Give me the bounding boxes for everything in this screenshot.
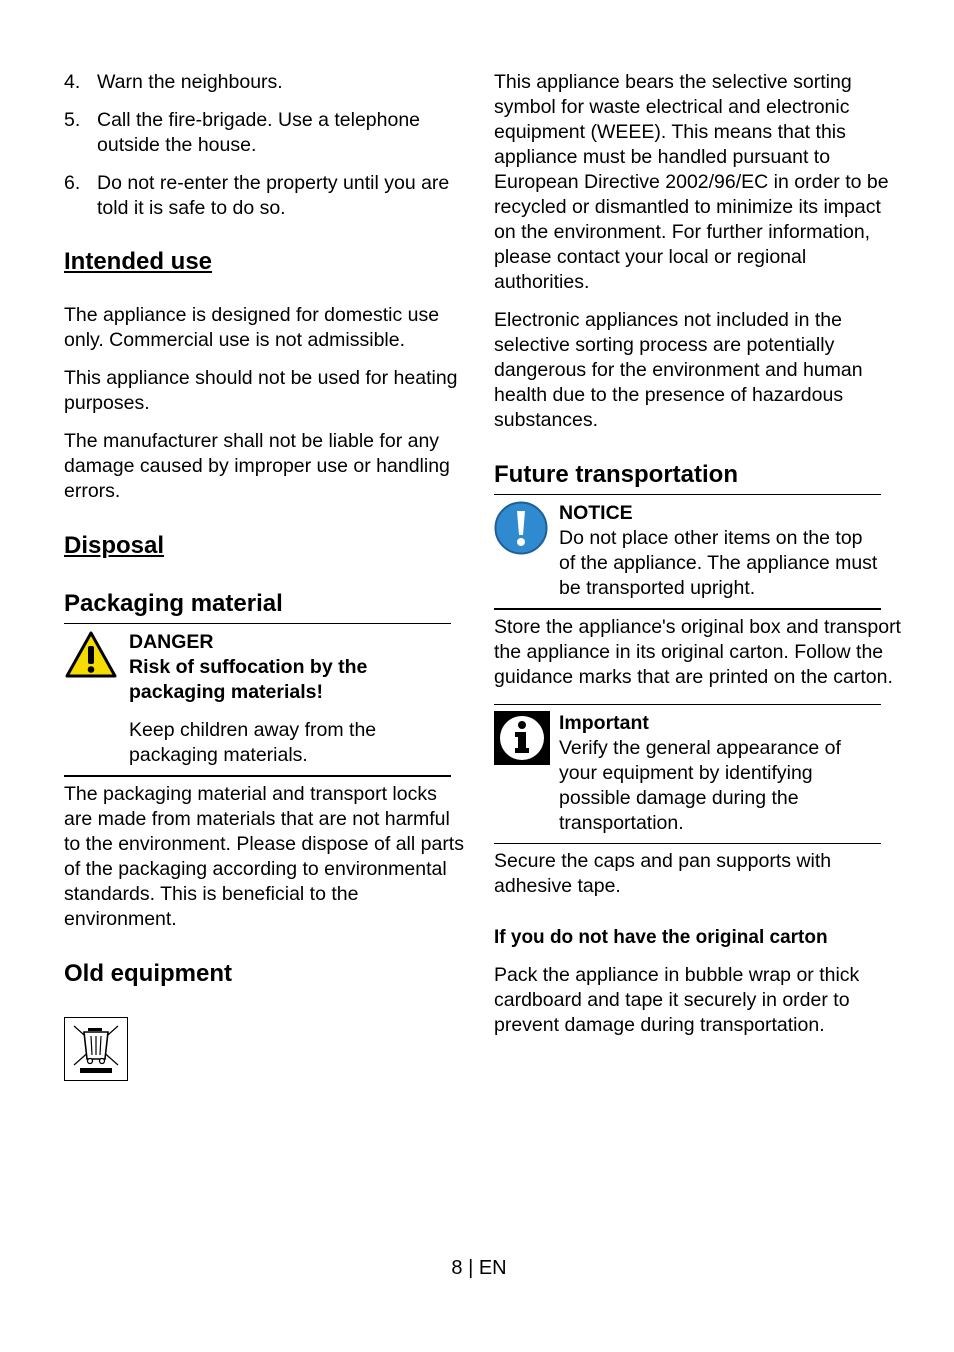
left-column bbox=[64, 70, 464, 1081]
notice-text: Do not place other items on the top of the appliance. The appliance must be transported upright. bbox=[559, 527, 878, 599]
info-icon bbox=[494, 711, 559, 836]
important-box bbox=[494, 705, 881, 843]
disposal-heading: Disposal bbox=[64, 532, 165, 559]
important-text: Verify the general appearance of your equipment by identifying possible damage during the transportation. bbox=[559, 737, 841, 834]
list-number: 4. bbox=[64, 71, 81, 93]
danger-text: Keep children away from the packaging materials. bbox=[129, 719, 377, 766]
divider bbox=[64, 775, 451, 777]
important-title: Important bbox=[559, 712, 649, 734]
list-item bbox=[64, 171, 464, 221]
danger-notice bbox=[64, 624, 451, 775]
warning-triangle-icon bbox=[64, 630, 129, 768]
weee-crossed-bin-icon bbox=[64, 1017, 128, 1081]
list-text: Warn the neighbours. bbox=[97, 71, 283, 93]
list-text: Do not re-enter the property until you are told it is safe to do so. bbox=[97, 172, 450, 219]
danger-subtitle: Risk of suffocation by the packaging materials! bbox=[129, 656, 368, 703]
exclamation-circle-icon bbox=[494, 501, 559, 601]
paragraph: The manufacturer shall not be liable for any damage caused by improper use or handling errors. bbox=[64, 430, 450, 502]
list-number: 5. bbox=[64, 109, 81, 131]
emergency-steps-list bbox=[64, 70, 464, 221]
paragraph: The packaging material and transport locks are made from materials that are not harmful to the environment. Please dispose of all parts of the packaging according to environmental standards. This is beneficial to the environment. bbox=[64, 783, 464, 930]
future-transportation-heading: Future transportation bbox=[494, 461, 738, 488]
paragraph: Store the appliance's original box and transport the appliance in its original carton. Follow the guidance marks that are printed on the carton. bbox=[494, 616, 901, 688]
paragraph: The appliance is designed for domestic use only. Commercial use is not admissible. bbox=[64, 304, 440, 351]
old-equipment-heading: Old equipment bbox=[64, 960, 232, 987]
list-number: 6. bbox=[64, 172, 81, 194]
paragraph: Secure the caps and pan supports with adhesive tape. bbox=[494, 850, 832, 897]
divider bbox=[494, 608, 881, 610]
list-text: Call the fire-brigade. Use a telephone outside the house. bbox=[97, 109, 421, 156]
divider bbox=[494, 843, 881, 844]
list-item bbox=[64, 108, 464, 158]
paragraph: Pack the appliance in bubble wrap or thick cardboard and tape it securely in order to prevent damage during transportation. bbox=[494, 964, 860, 1036]
intended-use-heading: Intended use bbox=[64, 248, 213, 275]
paragraph: Electronic appliances not included in the selective sorting process are potentially dangerous for the environment and human health due to the presence of hazardous substances. bbox=[494, 309, 863, 431]
right-column bbox=[494, 70, 904, 1051]
danger-title: DANGER bbox=[129, 631, 214, 653]
page-number: 8 | EN bbox=[451, 1257, 507, 1279]
notice-box bbox=[494, 495, 881, 608]
original-carton-subheading: If you do not have the original carton bbox=[494, 927, 828, 948]
paragraph: This appliance bears the selective sorting symbol for waste electrical and electronic equipment (WEEE). This means that this appliance must be handled pursuant to European Directive 2002/96/EC in order to be recycled or dismantled to minimize its impact on the environment. For further information, please contact your local or regional authorities. bbox=[494, 71, 889, 293]
packaging-material-heading: Packaging material bbox=[64, 590, 283, 617]
paragraph: This appliance should not be used for heating purposes. bbox=[64, 367, 458, 414]
notice-title: NOTICE bbox=[559, 502, 633, 524]
list-item bbox=[64, 70, 464, 95]
